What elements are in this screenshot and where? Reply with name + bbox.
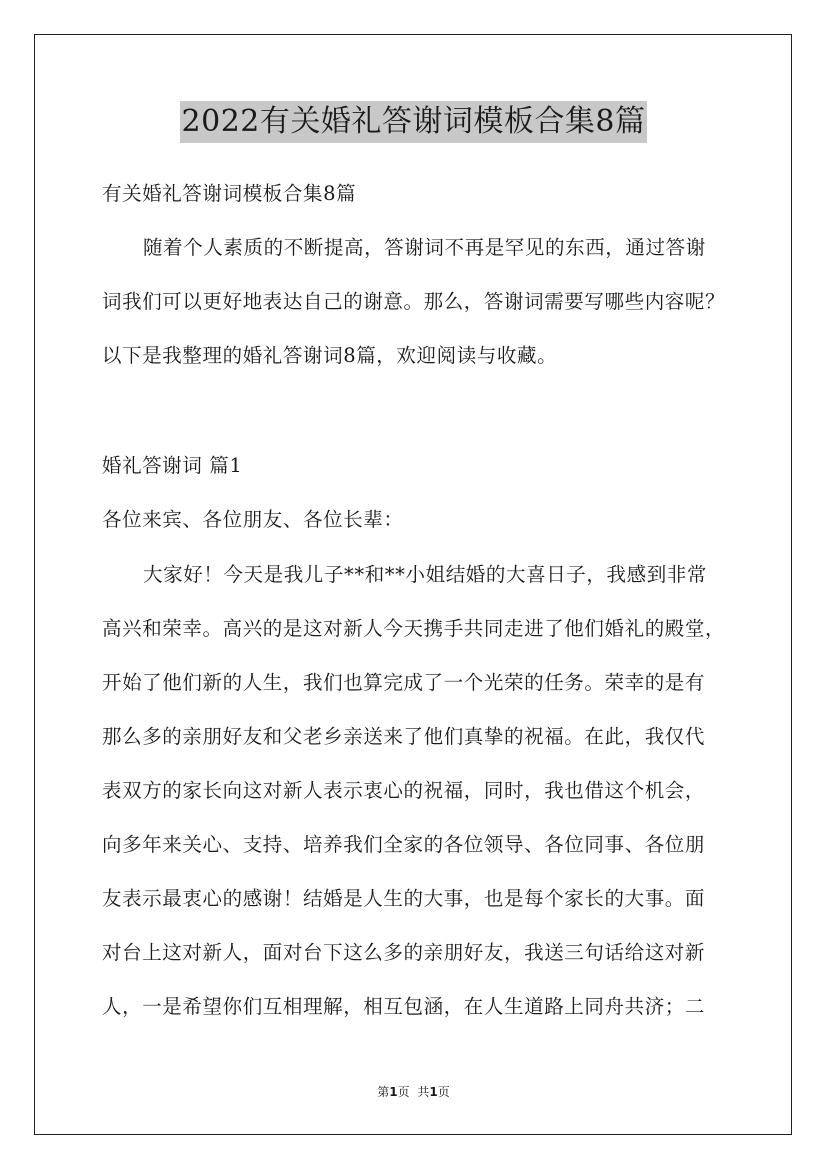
footer-total-suffix: 页: [437, 1085, 450, 1099]
intro-line-2: 词我们可以更好地表达自己的谢意。那么，答谢词需要写哪些内容呢？: [102, 290, 726, 313]
page-footer: [0, 1084, 827, 1100]
document-subtitle: 有关婚礼答谢词模板合集8篇: [102, 182, 357, 205]
body-line-4: 那么多的亲朋好友和父老乡亲送来了他们真挚的祝福。在此，我仅代: [102, 725, 706, 748]
footer-total-prefix: 共: [417, 1085, 430, 1099]
intro-line-3: 以下是我整理的婚礼答谢词8篇，欢迎阅读与收藏。: [102, 344, 558, 367]
footer-page-prefix: 第: [377, 1085, 390, 1099]
body-line-6: 向多年来关心、支持、培养我们全家的各位领导、各位同事、各位朋: [102, 833, 706, 856]
footer-page-suffix: 页: [397, 1085, 410, 1099]
body-line-8: 对台上这对新人，面对台下这么多的亲朋好友，我送三句话给这对新: [102, 941, 706, 964]
body-line-3: 开始了他们新的人生，我们也算完成了一个光荣的任务。荣幸的是有: [102, 671, 706, 694]
body-line-7: 友表示最衷心的感谢！结婚是人生的大事，也是每个家长的大事。面: [102, 887, 706, 910]
body-line-9: 人，一是希望你们互相理解，相互包涵，在人生道路上同舟共济；二: [102, 995, 706, 1018]
body-line-2: 高兴和荣幸。高兴的是这对新人今天携手共同走进了他们婚礼的殿堂，: [102, 617, 726, 640]
body-line-5: 表双方的家长向这对新人表示衷心的祝福，同时，我也借这个机会，: [102, 779, 706, 802]
body-line-1: 大家好！今天是我儿子**和**小姐结婚的大喜日子，我感到非常: [143, 563, 708, 586]
footer-total-number: 1: [429, 1085, 438, 1099]
section-heading: 婚礼答谢词 篇1: [102, 454, 243, 477]
document-title: 2022有关婚礼答谢词模板合集8篇: [180, 101, 648, 143]
title-container: [0, 101, 827, 143]
salutation: 各位来宾、各位朋友、各位长辈：: [102, 508, 404, 531]
intro-line-1: 随着个人素质的不断提高，答谢词不再是罕见的东西，通过答谢: [143, 236, 706, 259]
footer-page-number: 1: [389, 1085, 398, 1099]
